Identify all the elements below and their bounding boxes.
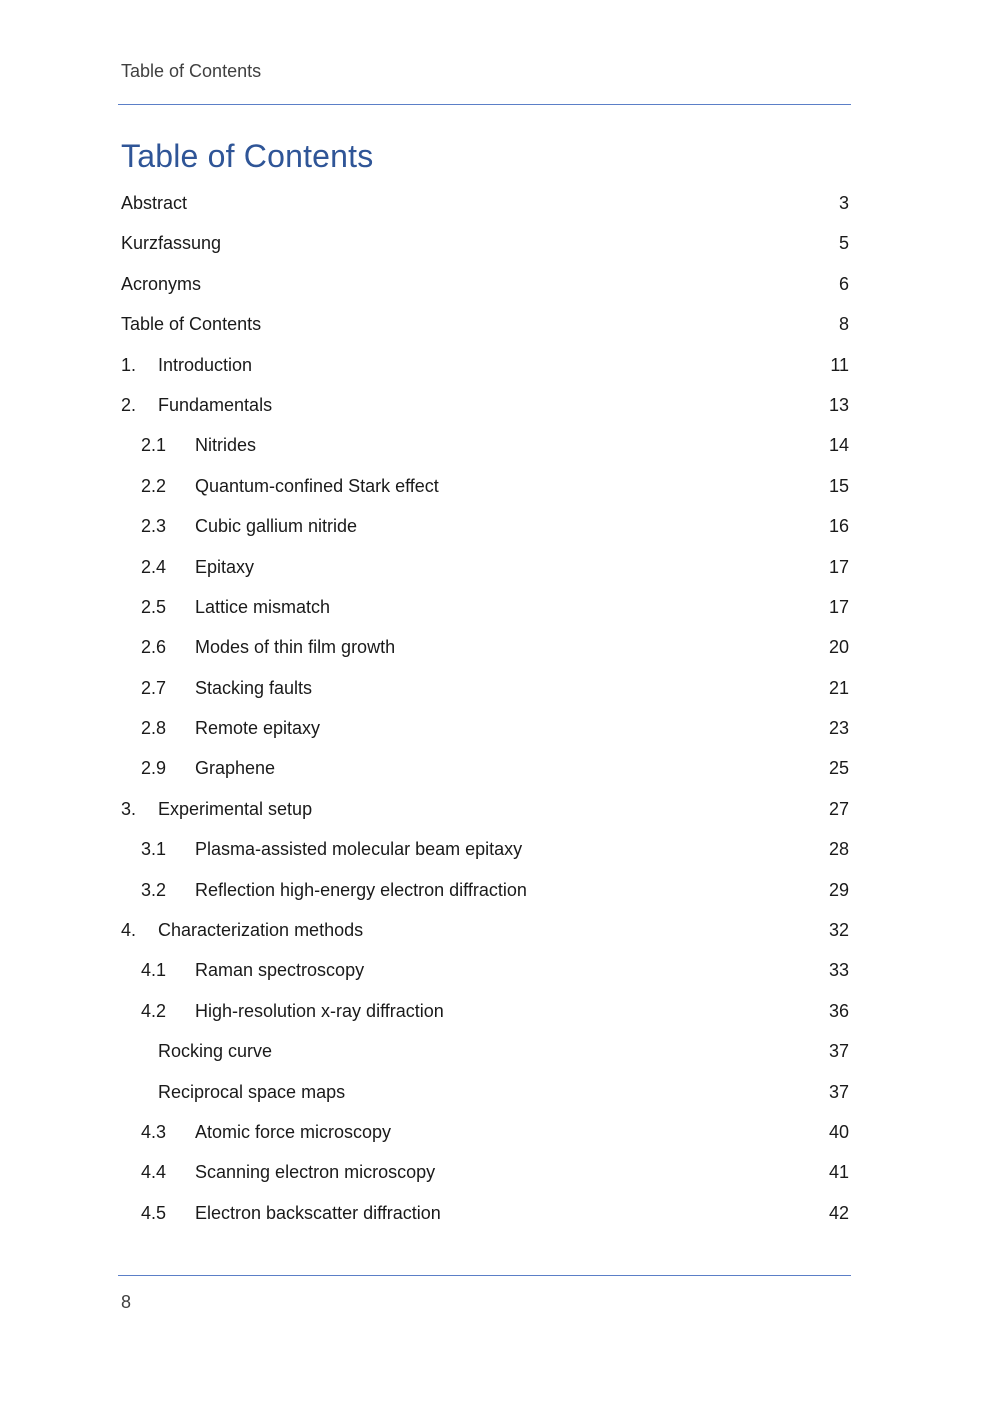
toc-entry[interactable] <box>121 627 849 667</box>
toc-entry[interactable] <box>121 789 849 829</box>
running-header: Table of Contents <box>121 61 262 81</box>
toc-entry-page: 8 <box>838 314 849 335</box>
toc-entry-number: 4.2 <box>141 1000 167 1021</box>
page-number: 8 <box>121 1292 132 1312</box>
toc-entry[interactable] <box>121 1152 849 1192</box>
toc-entry[interactable] <box>121 1112 849 1152</box>
toc-entry[interactable] <box>121 870 849 910</box>
toc-entry-label: Experimental setup <box>158 798 313 819</box>
toc-entry-page: 20 <box>828 637 849 658</box>
toc-entry-page: 6 <box>838 273 849 294</box>
toc-entry-label: Cubic gallium nitride <box>195 516 358 537</box>
toc-entry-page: 21 <box>828 677 849 698</box>
toc-entry-label: Remote epitaxy <box>195 718 321 739</box>
toc-entry-label: Modes of thin film growth <box>195 637 396 658</box>
toc-entry-page: 27 <box>828 798 849 819</box>
toc-entry-label: Table of Contents <box>121 314 262 335</box>
toc-entry-number: 1. <box>121 354 137 375</box>
toc-entry-label: Abstract <box>121 193 188 213</box>
toc-entry-page: 28 <box>828 839 849 860</box>
toc-entry-page: 41 <box>828 1162 849 1183</box>
toc-entry-number: 4.4 <box>141 1162 167 1183</box>
toc-entry-label: Stacking faults <box>195 677 313 698</box>
toc-entry-page: 36 <box>828 1000 849 1021</box>
toc-entry-page: 29 <box>828 879 849 900</box>
toc-entry-page: 5 <box>838 233 849 254</box>
toc-entry[interactable] <box>121 385 849 425</box>
toc-entry[interactable] <box>121 223 849 263</box>
toc-entry[interactable] <box>121 466 849 506</box>
toc-entry[interactable] <box>121 950 849 990</box>
toc-entry-page: 32 <box>828 920 849 941</box>
toc-entry-page: 25 <box>828 758 849 779</box>
toc-entry-page: 37 <box>828 1081 849 1102</box>
toc-entry[interactable] <box>121 264 849 304</box>
page-title: Table of Contents <box>121 138 374 174</box>
toc-entry-page: 11 <box>830 354 849 375</box>
toc-entry-page: 33 <box>828 960 849 981</box>
toc-entry-label: Electron backscatter diffraction <box>195 1202 441 1223</box>
toc-entry-number: 2.9 <box>141 758 167 779</box>
toc-entry-page: 17 <box>828 596 849 617</box>
toc-entry-page: 3 <box>838 193 849 213</box>
toc-entry-page: 37 <box>828 1041 849 1062</box>
toc-entry-number: 2.7 <box>141 677 167 698</box>
toc-entry[interactable] <box>121 425 849 465</box>
toc-entry-number: 2.3 <box>141 516 167 537</box>
toc-entry-label: Graphene <box>195 758 276 779</box>
toc-entry[interactable] <box>121 1072 849 1112</box>
toc-entry-number: 2. <box>121 394 137 415</box>
toc-entry[interactable] <box>121 304 849 344</box>
toc-entry-label: High-resolution x-ray diffraction <box>195 1000 444 1021</box>
toc-entry-label: Kurzfassung <box>121 233 222 254</box>
toc-entry-number: 3.1 <box>141 839 167 860</box>
table-of-contents <box>121 183 849 1233</box>
toc-entry[interactable] <box>121 587 849 627</box>
toc-entry-label: Epitaxy <box>195 556 255 577</box>
toc-entry[interactable] <box>121 1193 849 1233</box>
toc-entry-number: 2.6 <box>141 637 167 658</box>
toc-entry-page: 17 <box>828 556 849 577</box>
toc-entry-label: Lattice mismatch <box>195 596 331 617</box>
toc-entry[interactable] <box>121 991 849 1031</box>
toc-entry-label: Plasma-assisted molecular beam epitaxy <box>195 839 523 860</box>
toc-entry-label: Acronyms <box>121 273 202 294</box>
toc-entry[interactable] <box>121 668 849 708</box>
toc-entry-label: Reciprocal space maps <box>158 1081 346 1102</box>
toc-entry[interactable] <box>121 748 849 788</box>
toc-entry-label: Raman spectroscopy <box>195 960 365 981</box>
toc-entry-label: Rocking curve <box>158 1041 273 1062</box>
toc-entry[interactable] <box>121 1031 849 1071</box>
toc-entry[interactable] <box>121 910 849 950</box>
toc-entry-number: 3.2 <box>141 879 167 900</box>
toc-entry[interactable] <box>121 829 849 869</box>
toc-entry[interactable] <box>121 506 849 546</box>
toc-entry-page: 14 <box>828 435 849 456</box>
toc-entry-number: 2.1 <box>141 435 167 456</box>
toc-entry[interactable] <box>121 345 849 385</box>
toc-entry-number: 2.4 <box>141 556 167 577</box>
toc-entry-number: 4.1 <box>141 960 167 981</box>
toc-entry-label: Quantum-confined Stark effect <box>195 475 439 496</box>
toc-entry-page: 42 <box>828 1202 849 1223</box>
toc-entry-number: 4. <box>121 920 137 941</box>
toc-entry-page: 40 <box>828 1121 849 1142</box>
header-rule <box>118 104 851 105</box>
footer-rule <box>118 1275 851 1276</box>
toc-entry[interactable] <box>121 547 849 587</box>
toc-entry[interactable] <box>121 183 849 223</box>
toc-entry-number: 4.3 <box>141 1121 167 1142</box>
toc-entry-number: 4.5 <box>141 1202 167 1223</box>
toc-entry-page: 15 <box>828 475 849 496</box>
toc-entry-page: 16 <box>828 516 849 537</box>
toc-entry[interactable] <box>121 708 849 748</box>
toc-entry-label: Reflection high-energy electron diffraction <box>195 879 527 900</box>
toc-entry-label: Atomic force microscopy <box>195 1121 392 1142</box>
toc-entry-label: Nitrides <box>195 435 257 456</box>
toc-entry-label: Introduction <box>158 354 253 375</box>
toc-entry-page: 13 <box>828 394 849 415</box>
toc-entry-label: Scanning electron microscopy <box>195 1162 436 1183</box>
toc-entry-number: 3. <box>121 798 137 819</box>
toc-entry-number: 2.5 <box>141 596 167 617</box>
toc-entry-label: Characterization methods <box>158 920 364 941</box>
toc-entry-label: Fundamentals <box>158 394 273 415</box>
toc-entry-number: 2.2 <box>141 475 167 496</box>
toc-entry-number: 2.8 <box>141 718 167 739</box>
toc-entry-page: 23 <box>828 718 849 739</box>
